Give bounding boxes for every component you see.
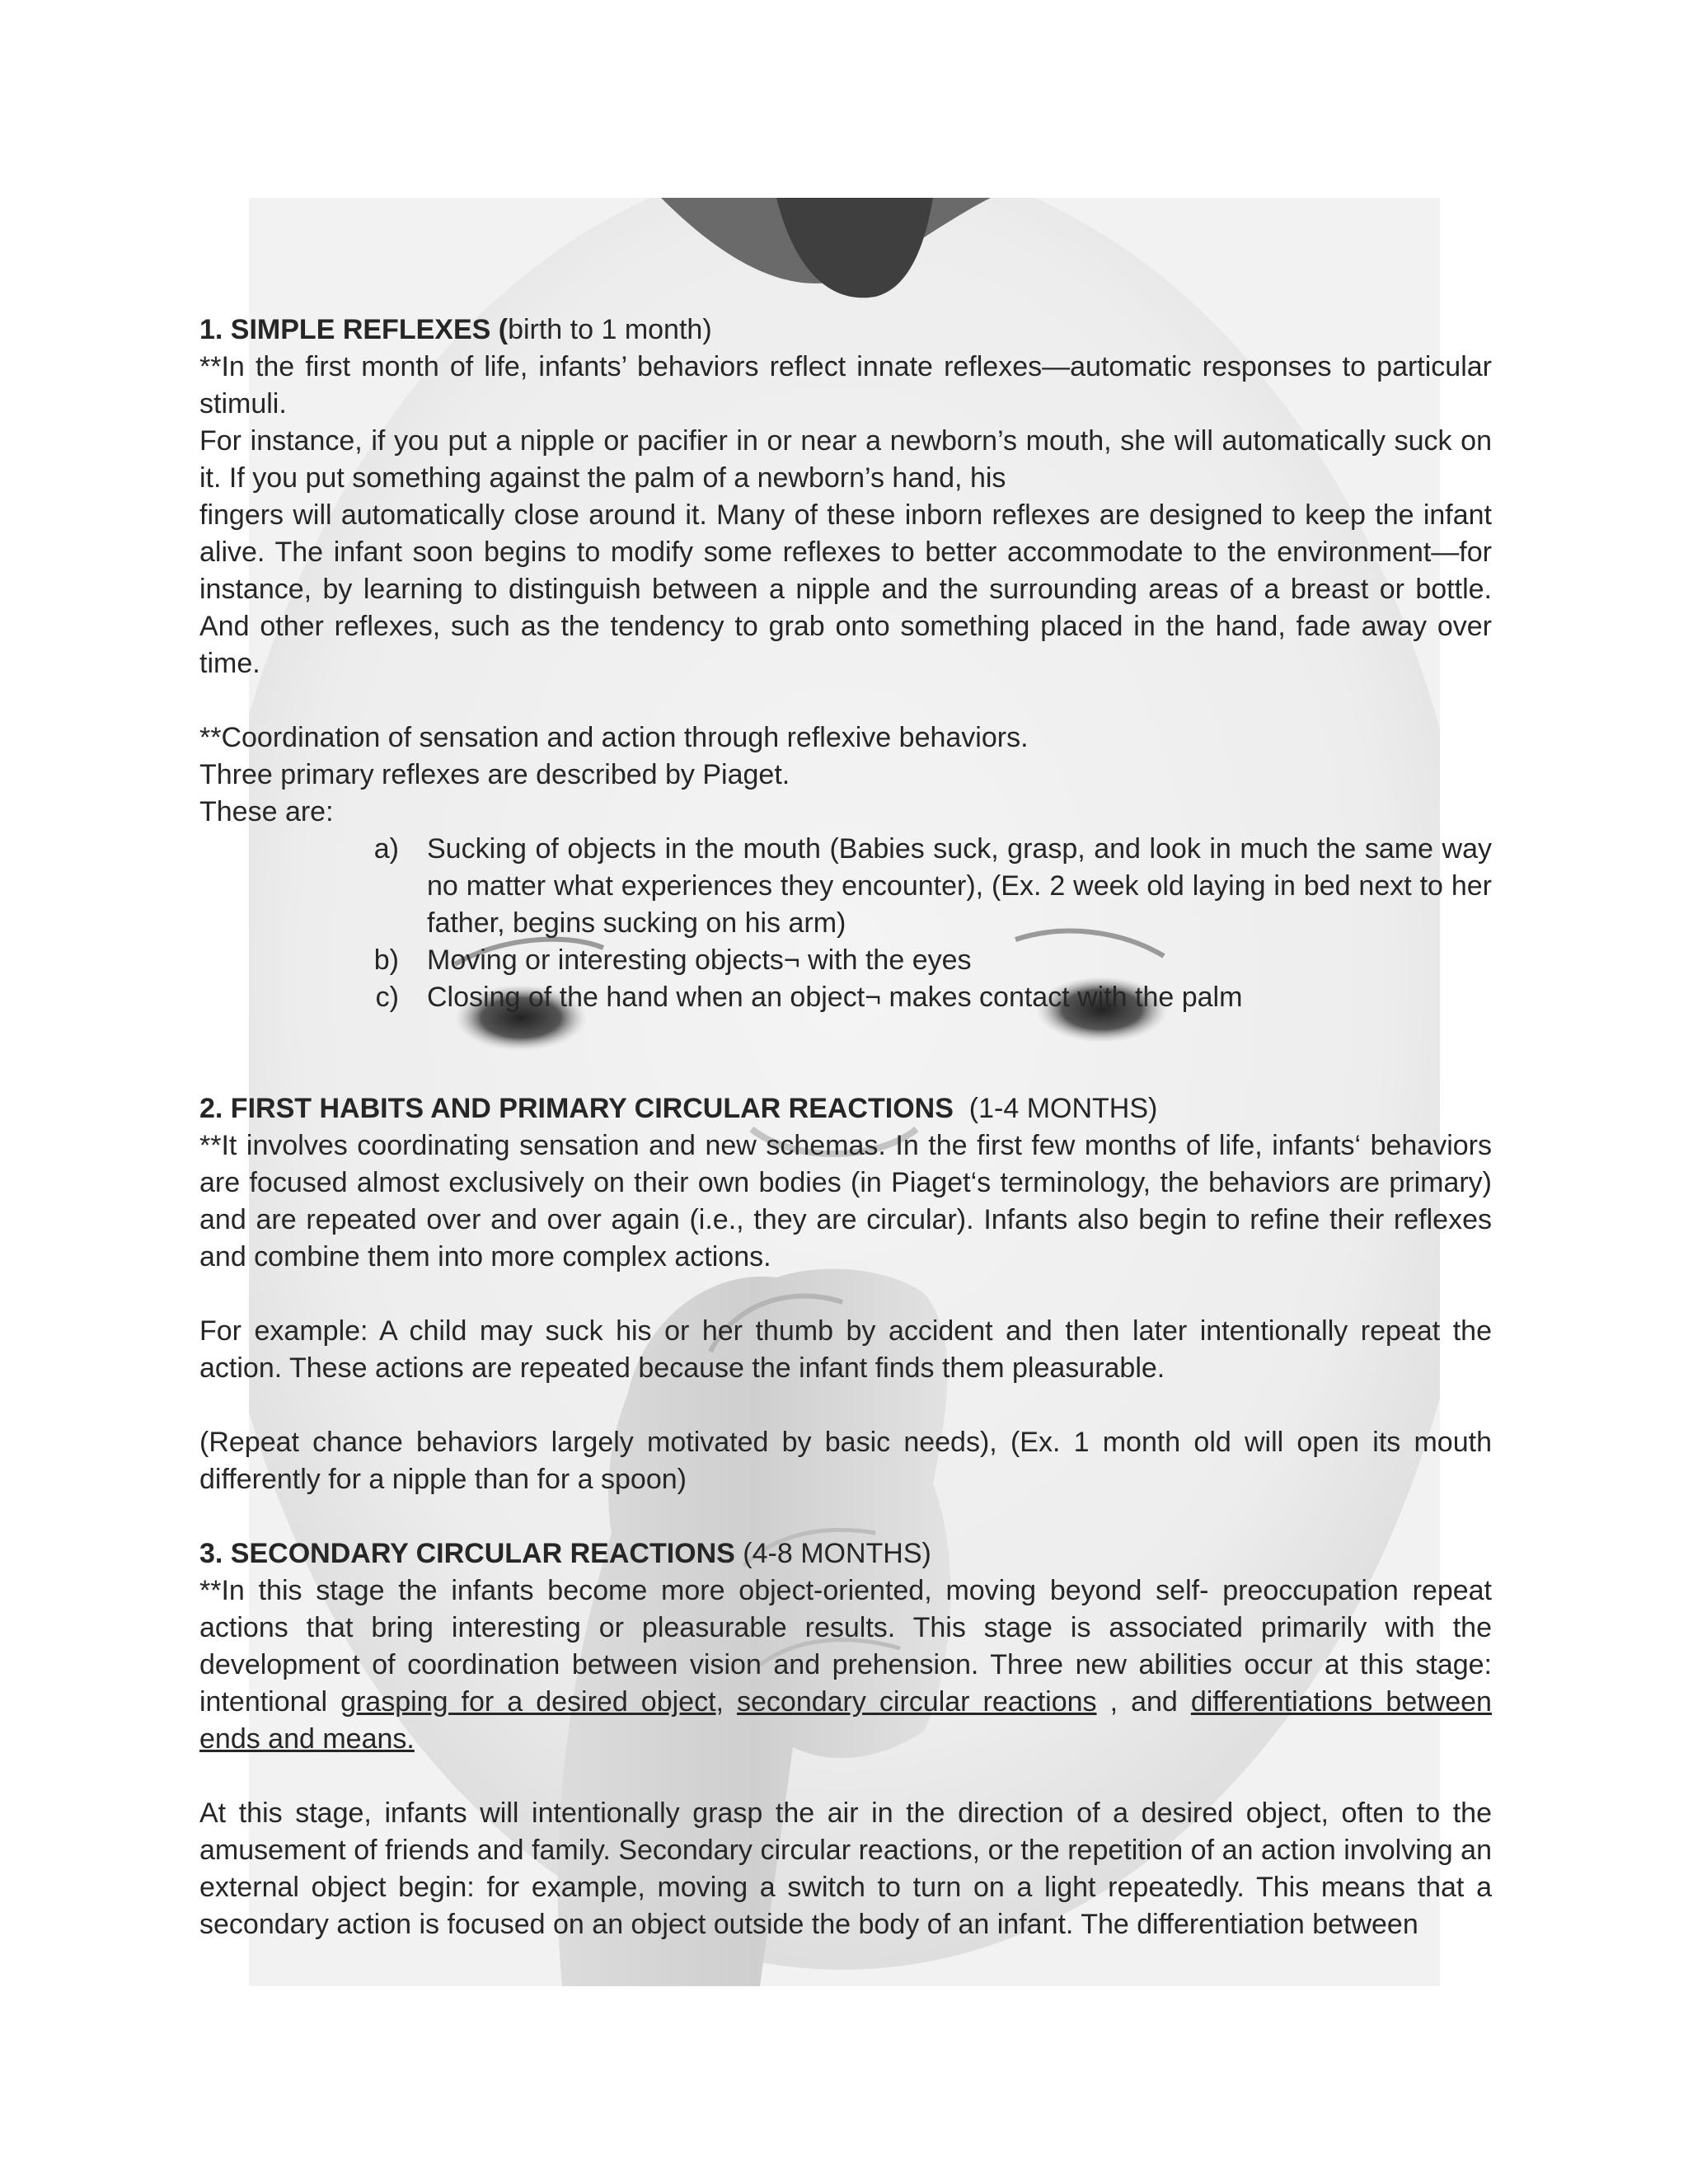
section-2-paragraph: (Repeat chance behaviors largely motivated by basic needs), (Ex. 1 month old will open its mouth differently for a nipple than for a spoon) [199,1427,1492,1495]
section-1-paragraph: These are: [199,796,334,827]
document-body [199,312,1492,1943]
section-3-heading: 3. SECONDARY CIRCULAR REACTIONS (4-8 MONTHS) [199,1538,931,1569]
section-1-paragraph: fingers will automatically close around it. Many of these inborn reflexes are designed to keep the infant alive. The infant soon begins to modify some reflexes to better accommodate to the environment—for instance, by learning to distinguish between a nipple and the surrounding areas of a breast or bottle. And other reflexes, such as the tendency to grab onto something placed in the hand, fade away over time. [199,499,1492,679]
section-2-paragraph: **It involves coordinating sensation and new schemas. In the first few months of life, infants‘ behaviors are focused almost exclusively on their own bodies (in Piaget‘s terminology, the behaviors are primary) and are repeated over and over again (i.e., they are circular). Infants also begin to refine their reflexes and combine them into more complex actions. [199,1130,1492,1272]
section-2-heading: 2. FIRST HABITS AND PRIMARY CIRCULAR REACTIONS (1-4 MONTHS) [199,1093,1158,1124]
term-secondary-circular-reactions-link[interactable]: secondary circular reactions [737,1686,1097,1718]
section-3-paragraph: **In this stage the infants become more object-oriented, moving beyond self- preoccupation repeat actions that bring interesting or pleasurable results. This stage is associated primarily with the development of coordination between vision and prehension. Three new abilities occur at this stage: intentional grasping for a desired object, secondary circular reactions , and differentiations between ends and means. [199,1575,1492,1755]
reflex-list [199,831,1492,1016]
section-1-paragraph: Three primary reflexes are described by Piaget. [199,759,790,790]
list-item: c) Closing of the hand when an object¬ makes contact with the palm [375,982,1243,1013]
section-2-paragraph: For example: A child may suck his or her thumb by accident and then later intentionally repeat the action. These actions are repeated because the infant finds them pleasurable. [199,1315,1492,1384]
section-1-paragraph: **In the first month of life, infants’ behaviors reflect innate reflexes—automatic responses to particular stimuli. [199,351,1492,419]
term-differentiations-link[interactable]: differentiations between ends and means. [199,1686,1492,1755]
section-1-paragraph: **Coordination of sensation and action through reflexive behaviors. [199,722,1029,753]
section-1-paragraph: For instance, if you put a nipple or pacifier in or near a newborn’s mouth, she will automatically suck on it. If you put something against the palm of a newborn’s hand, his [199,425,1492,494]
list-item: a) Sucking of objects in the mouth (Babies suck, grasp, and look in much the same way no matter what experiences they encounter), (Ex. 2 week old laying in bed next to her father, begins sucking on his arm) [373,833,1492,939]
section-1-heading: 1. SIMPLE REFLEXES (birth to 1 month) [199,314,712,345]
section-3-paragraph: At this stage, infants will intentionally grasp the air in the direction of a desired object, often to the amusement of friends and family. Secondary circular reactions, or the repetition of an action involving an external object begin: for example, moving a switch to turn on a light repeatedly. This means that a secondary action is focused on an object outside the body of an infant. The differentiation between [199,1797,1492,1940]
list-item: b) Moving or interesting objects¬ with the eyes [373,944,972,976]
term-grasping-link[interactable]: grasping for a desired object [340,1686,716,1718]
